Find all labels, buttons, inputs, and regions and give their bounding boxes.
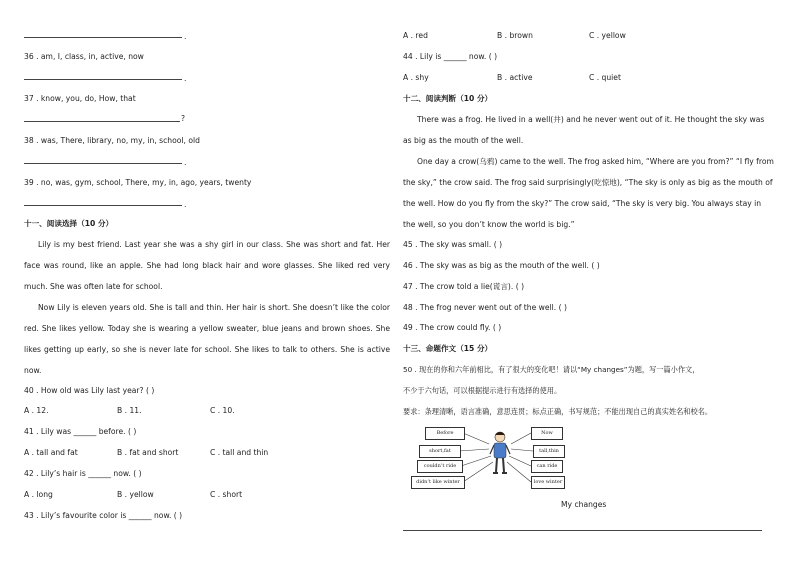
figure-caption: My changes — [561, 500, 607, 509]
person-icon — [490, 432, 510, 474]
question-38: 38 . was, There, library, no, my, in, school, old — [24, 136, 200, 145]
question-47: 47 . The crow told a lie(谎言). ( ) — [403, 282, 525, 291]
question-45: 45 . The sky was small. ( ) — [403, 240, 503, 249]
option-c[interactable]: C . short — [210, 490, 243, 499]
question-50-line-1: 50 . 现在的你和六年前相比，有了很大的变化吧！请以“My changes”为题，写一篇小作文， — [403, 365, 700, 374]
option-a[interactable]: A . 12. — [24, 406, 49, 415]
story-paragraph-2: One day a crow(乌鸦) came to the well. The frog asked him, “Where are you from?” “I fly from the sky,” the crow said. The frog said surprisingly(吃惊地), “The sky is only as big as the mouth of the well. How do you fly from the sky?” The crow said, “The sky is very big. You always stay in the well, so you don’t know the world is big.” — [403, 157, 774, 229]
before-box: couldn’t ride — [417, 460, 463, 473]
option-b[interactable]: B . brown — [497, 31, 533, 40]
option-a[interactable]: A . red — [403, 31, 428, 40]
passage-paragraph-2: Now Lily is eleven years old. She is tall and thin. Her hair is short. She doesn’t like the color red. She likes yellow. Today she is wearing a yellow sweater, blue jeans and brown shoes. She likes getting up early, so she is never late for school. She likes to talk to others. She is active now. — [24, 303, 390, 375]
option-c[interactable]: C . yellow — [589, 31, 626, 40]
end-mark: . — [184, 158, 187, 167]
now-box: Now — [531, 427, 563, 440]
answer-line-36[interactable] — [24, 79, 182, 80]
answer-line-35[interactable] — [24, 37, 182, 38]
question-39: 39 . no, was, gym, school, There, my, in, ago, years, twenty — [24, 178, 252, 187]
now-box: tall,thin — [533, 445, 565, 458]
answer-line-38[interactable] — [24, 163, 182, 164]
option-c[interactable]: C . 10. — [210, 406, 235, 415]
end-mark: . — [184, 200, 187, 209]
section-11-title: 十一、阅读选择（10 分） — [24, 219, 114, 228]
question-48: 48 . The frog never went out of the well. ( ) — [403, 303, 567, 312]
option-a[interactable]: A . shy — [403, 73, 429, 82]
question-44: 44 . Lily is ______ now. ( ) — [403, 52, 498, 61]
option-b[interactable]: B . active — [497, 73, 533, 82]
before-box: short,fat — [419, 445, 461, 458]
option-a[interactable]: A . long — [24, 490, 53, 499]
option-b[interactable]: B . 11. — [117, 406, 142, 415]
question-50-line-2: 不少于六句话，可以根据提示进行有选择的使用。 — [403, 386, 562, 395]
now-box: love winter — [531, 476, 565, 489]
end-mark: . — [184, 74, 187, 83]
end-mark: ? — [181, 114, 186, 123]
question-42: 42 . Lily’s hair is ______ now. ( ) — [24, 469, 142, 478]
question-36: 36 . am, I, class, in, active, now — [24, 52, 144, 61]
composition-line[interactable] — [403, 530, 762, 531]
question-43: 43 . Lily’s favourite color is ______ now. ( ) — [24, 511, 183, 520]
question-37: 37 . know, you, do, How, that — [24, 94, 136, 103]
option-c[interactable]: C . tall and thin — [210, 448, 269, 457]
question-40: 40 . How old was Lily last year? ( ) — [24, 386, 155, 395]
before-box: Before — [425, 427, 465, 440]
question-46: 46 . The sky was as big as the mouth of the well. ( ) — [403, 261, 600, 270]
section-13-title: 十三、命题作文（15 分） — [403, 344, 493, 353]
story-paragraph-1: There was a frog. He lived in a well(井) and he never went out of it. He thought the sky was as big as the mouth of the well. — [403, 115, 765, 145]
before-box: didn’t like winter — [411, 476, 465, 489]
section-12-title: 十二、阅读判断（10 分） — [403, 94, 493, 103]
changes-diagram — [407, 422, 563, 492]
answer-line-37[interactable] — [24, 121, 180, 122]
option-a[interactable]: A . tall and fat — [24, 448, 78, 457]
question-41: 41 . Lily was ______ before. ( ) — [24, 427, 137, 436]
end-mark: . — [184, 32, 187, 41]
option-b[interactable]: B . fat and short — [117, 448, 179, 457]
option-b[interactable]: B . yellow — [117, 490, 154, 499]
option-c[interactable]: C . quiet — [589, 73, 621, 82]
question-49: 49 . The crow could fly. ( ) — [403, 323, 502, 332]
answer-line-39[interactable] — [24, 205, 182, 206]
passage-paragraph-1: Lily is my best friend. Last year she was a shy girl in our class. She was short and fat. Her face was round, like an apple. She had long black hair and wore glasses. She liked red very much. She was often late for school. — [24, 240, 390, 291]
question-50-requirements: 要求：条理清晰，语言准确，意思连贯；标点正确，书写规范；不能出现自己的真实姓名和校名。 — [403, 407, 713, 416]
now-box: can ride — [531, 460, 563, 473]
